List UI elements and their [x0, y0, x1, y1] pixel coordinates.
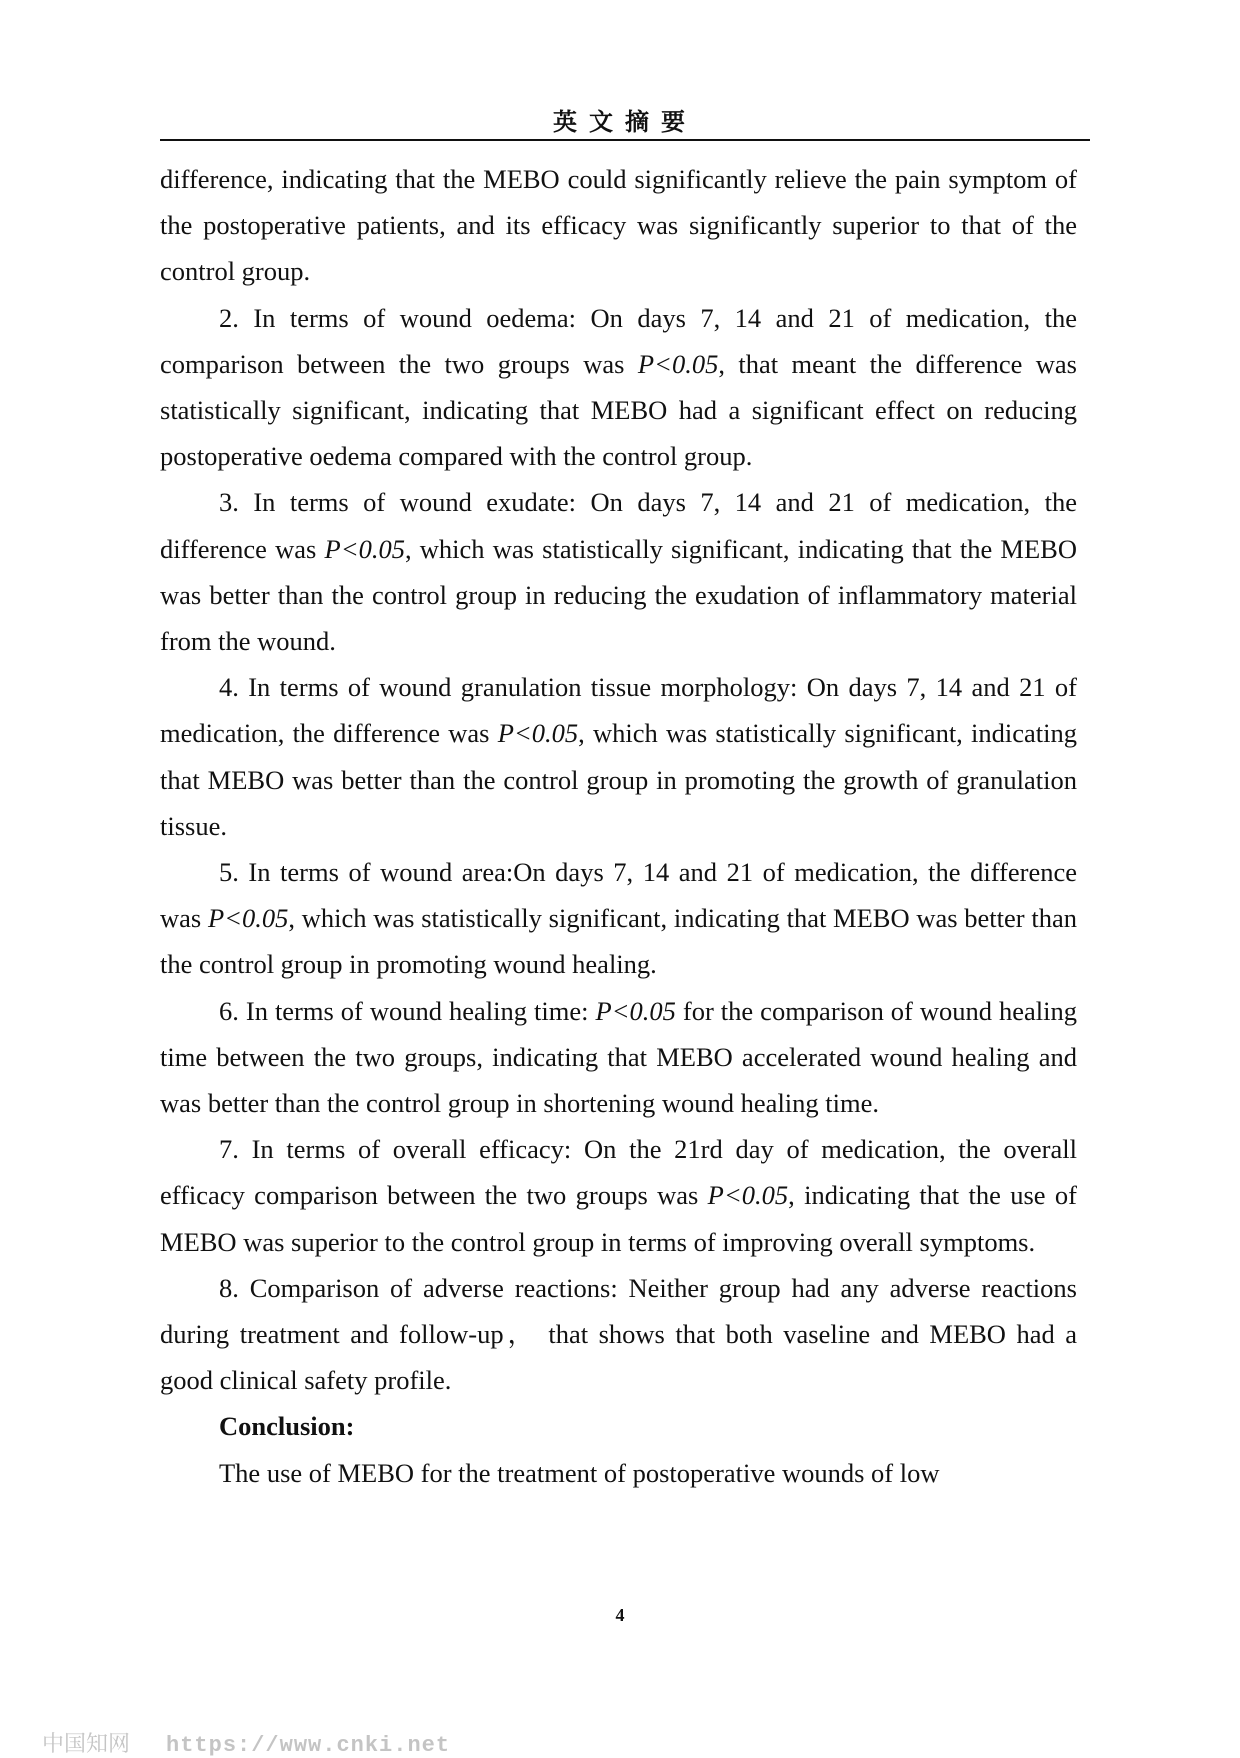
conclusion-text: The use of MEBO for the treatment of postoperative wounds of low [219, 1457, 940, 1488]
text-run: , that meant the difference was statistically significant, indicating that MEBO had a significant effect on reducing postoperative oedema compared with the control group. [160, 348, 1077, 472]
conclusion-heading: Conclusion: [219, 1411, 355, 1442]
paragraph-p5 [160, 988, 1077, 1127]
running-header-title: 英文摘要 [553, 110, 697, 136]
watermark-url: https://www.cnki.net [166, 1733, 451, 1758]
paragraph-p0 [160, 156, 1077, 295]
p-value: P<0.05 [324, 533, 405, 564]
text-run: 2. In terms of wound oedema: On days 7, 14 and 21 of medication, the comparison between the two groups was [160, 302, 1077, 379]
text-run: 6. In terms of wound healing time: [219, 995, 596, 1026]
p-value: P<0.05 [497, 718, 579, 749]
paragraph-p4 [160, 849, 1077, 988]
paragraph-p2 [160, 479, 1077, 664]
p-value: P<0.05 [637, 348, 719, 379]
text-run: , which was statistically significant, indicating that MEBO was better than the control group in promoting wound healing. [160, 903, 1077, 980]
body-text [160, 156, 1077, 1496]
p-value: P<0.05 [707, 1180, 789, 1211]
paragraph-p1 [160, 295, 1077, 480]
text-run: , which was statistically significant, indicating that the MEBO was better than the control group in reducing the exudation of inflammatory material from the wound. [160, 533, 1077, 657]
text-run: , indicating that the use of MEBO was superior to the control group in terms of improving overall symptoms. [160, 1180, 1077, 1257]
header-rule [160, 139, 1090, 141]
paragraph-p6 [160, 1126, 1077, 1265]
text-run: 4. In terms of wound granulation tissue morphology: On days 7, 14 and 21 of medication, the difference was [160, 672, 1077, 749]
p-value: P<0.05 [595, 995, 676, 1026]
paragraph-p7 [160, 1265, 1077, 1404]
text-run: 5. In terms of wound area:On days 7, 14 and 21 of medication, the difference was [160, 857, 1077, 934]
p-value: P<0.05 [207, 903, 289, 934]
text-run: 7. In terms of overall efficacy: On the 21rd day of medication, the overall efficacy comparison between the two groups was [160, 1134, 1077, 1211]
text-run: 8. Comparison of adverse reactions: Neither group had any adverse reactions during treatment and follow-up， that shows that both vaseline and MEBO had a good clinical safety profile. [160, 1272, 1077, 1396]
page-number: 4 [615, 1605, 625, 1625]
paragraph-p3 [160, 664, 1077, 849]
text-run: difference, indicating that the MEBO could significantly relieve the pain symptom of the postoperative patients, and its efficacy was significantly superior to that of the control group. [160, 164, 1077, 287]
watermark-logo: 中国知网 [42, 1732, 131, 1757]
text-run: , which was statistically significant, indicating that MEBO was better than the control group in promoting the growth of granulation tissue. [160, 718, 1077, 841]
text-run: for the comparison of wound healing time between the two groups, indicating that MEBO accelerated wound healing and was better than the control group in shortening wound healing time. [160, 995, 1078, 1119]
watermark [42, 1727, 450, 1758]
text-run: 3. In terms of wound exudate: On days 7, 14 and 21 of medication, the difference was [160, 487, 1077, 564]
